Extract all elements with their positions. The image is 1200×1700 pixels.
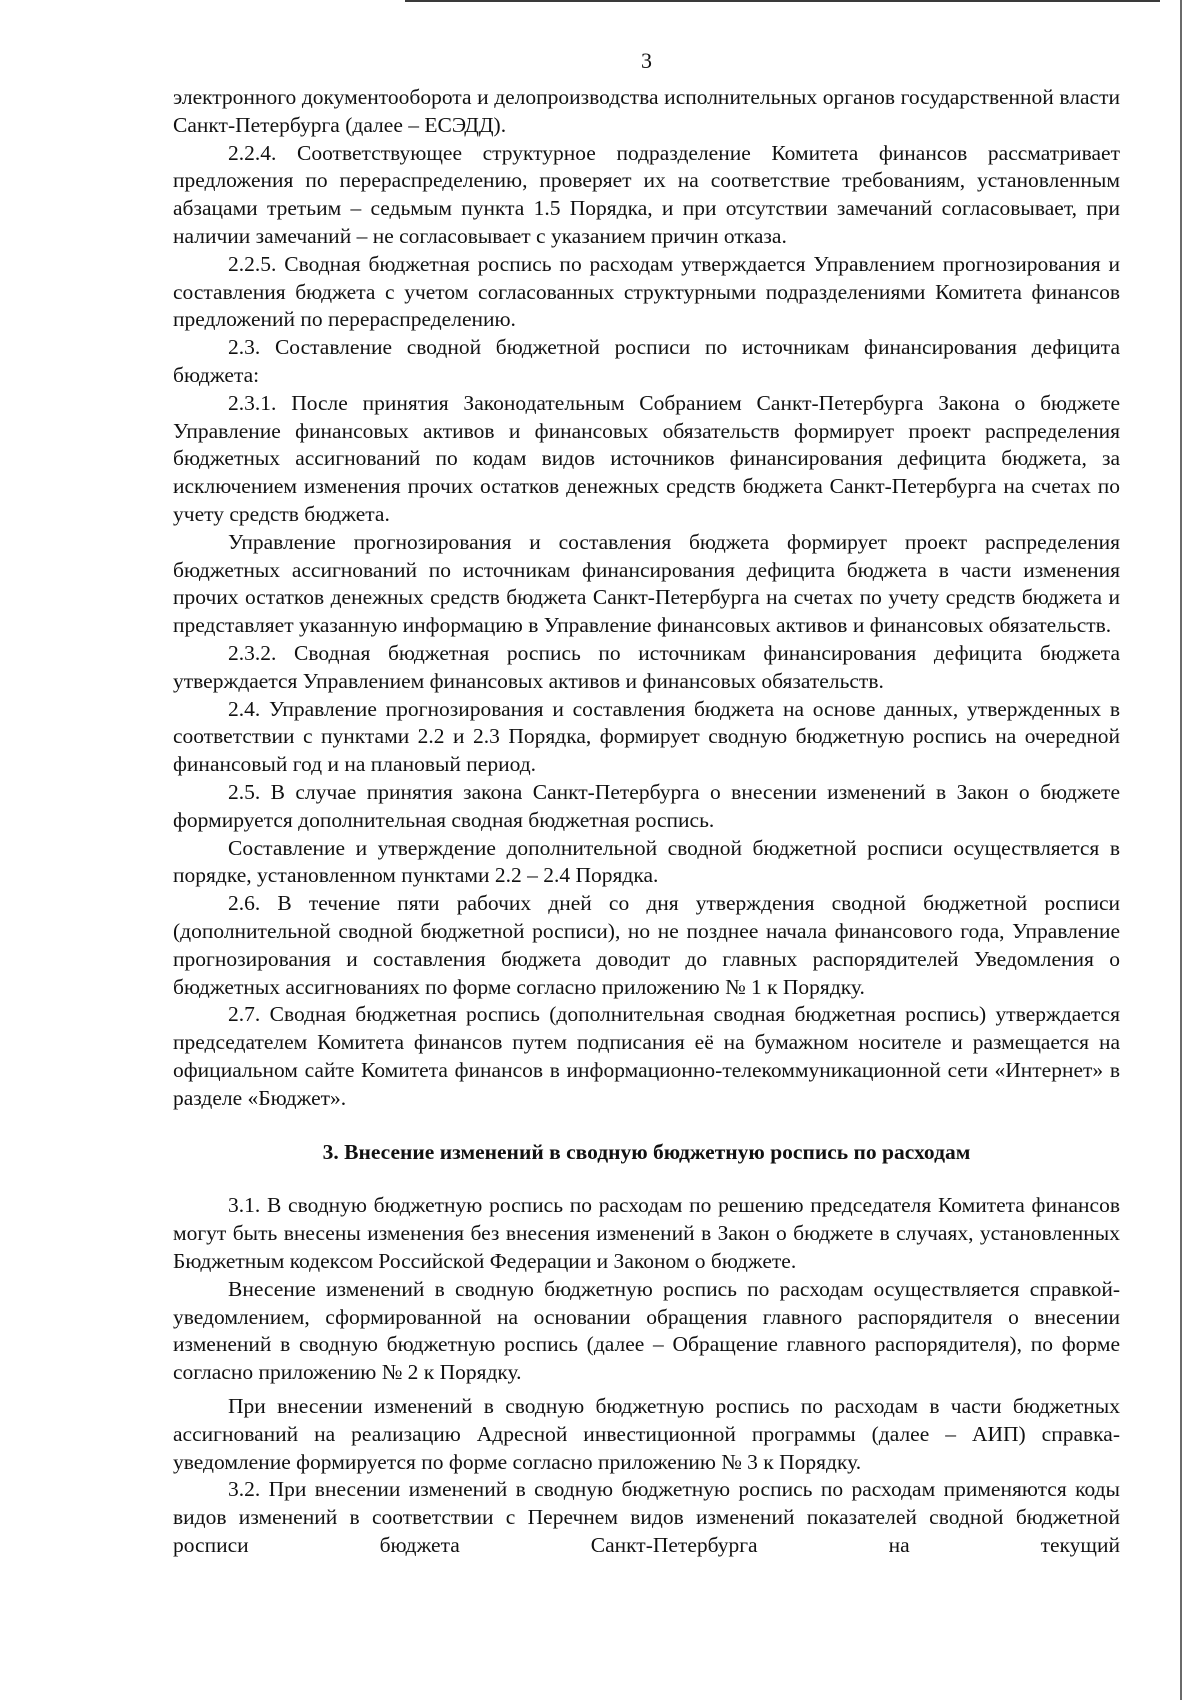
paragraph-2-4: 2.4. Управление прогнозирования и составления бюджета на основе данных, утвержденных в соответствии с пунктами 2.2 и 2.3 Порядка, формирует сводную бюджетную роспись на очередной финансовый год и на плановый период. xyxy=(173,696,1120,777)
paragraph-2-2-5: 2.2.5. Сводная бюджетная роспись по расходам утверждается Управлением прогнозирования и составления бюджета с учетом согласованных структурными подразделениями Комитета финансов предложений по перераспределению. xyxy=(173,251,1120,332)
section-heading: 3. Внесение изменений в сводную бюджетную роспись по расходам xyxy=(322,1140,971,1165)
paragraph-3-1-c: При внесении изменений в сводную бюджетную роспись по расходам в части бюджетных ассигнований на реализацию Адресной инвестиционной программы (далее – АИП) справка-уведомление формируется по форме согласно приложению № 3 к Порядку. xyxy=(173,1394,1120,1474)
scan-edge-top xyxy=(405,0,1160,2)
paragraph-2-3-2: 2.3.2. Сводная бюджетная роспись по источникам финансирования дефицита бюджета утверждается Управлением финансовых активов и финансовых обязательств. xyxy=(173,640,1120,693)
paragraph-2-5-b: Составление и утверждение дополнительной сводной бюджетной росписи осуществляется в порядке, установленном пунктами 2.2 – 2.4 Порядка. xyxy=(173,835,1120,888)
paragraphs-before xyxy=(173,84,1120,1112)
paragraph-3-1: 3.1. В сводную бюджетную роспись по расходам по решению председателя Комитета финансов могут быть внесены изменения без внесения изменений в Закон о бюджете в случаях, установленных Бюджетным кодексом Российской Федерации и Законом о бюджете. xyxy=(173,1193,1120,1274)
paragraph-2-3-1-b: Управление прогнозирования и составления бюджета формирует проект распределения бюджетных ассигнований по источникам финансирования дефицита бюджета в части изменения прочих остатков денежных средств бюджета Санкт-Петербурга на счетах по учету средств бюджета и представляет указанную информацию в Управление финансовых активов и финансовых обязательств. xyxy=(173,529,1120,638)
paragraph-2-7: 2.7. Сводная бюджетная роспись (дополнительная сводная бюджетная роспись) утверждается председателем Комитета финансов путем подписания её на бумажном носителе и размещается на официальном сайте Комитета финансов в информационно-телекоммуникационной сети «Интернет» в разделе «Бюджет». xyxy=(173,1002,1120,1110)
paragraphs-after xyxy=(173,1192,1120,1559)
paragraph-2-5: 2.5. В случае принятия закона Санкт-Петербурга о внесении изменений в Закон о бюджете формируется дополнительная сводная бюджетная роспись. xyxy=(173,779,1120,832)
paragraph-2-6: 2.6. В течение пяти рабочих дней со дня утверждения сводной бюджетной росписи (дополнительной сводной бюджетной росписи), но не позднее начала финансового года, Управление прогнозирования и составления бюджета доводит до главных распорядителей Уведомления о бюджетных ассигнованиях по форме согласно приложению № 1 к Порядку. xyxy=(173,891,1120,999)
paragraph-2-2-4: 2.2.4. Соответствующее структурное подразделение Комитета финансов рассматривает предложения по перераспределению, проверяет их на соответствие требованиям, установленным абзацами третьим – седьмым пункта 1.5 Порядка, и при отсутствии замечаний согласовывает, при наличии замечаний – не согласовывает с указанием причин отказа. xyxy=(173,140,1120,248)
scan-edge-right xyxy=(1180,0,1182,1700)
paragraph-3-2: 3.2. При внесении изменений в сводную бюджетную роспись по расходам применяются коды видов изменений в соответствии с Перечнем видов изменений показателей сводной бюджетной росписи бюджета Санкт-Петербурга на текущий xyxy=(173,1477,1120,1558)
page-number: 3 xyxy=(641,48,652,73)
paragraph-2-3-1: 2.3.1. После принятия Законодательным Собранием Санкт-Петербурга Закона о бюджете Управление финансовых активов и финансовых обязательств формирует проект распределения бюджетных ассигнований по кодам видов источников финансирования дефицита бюджета, за исключением изменения прочих остатков денежных средств бюджета Санкт-Петербурга на счетах по учету средств бюджета. xyxy=(173,390,1120,526)
paragraph-continuation: электронного документооборота и делопроизводства исполнительных органов государственной власти Санкт-Петербурга (далее – ЕСЭДД). xyxy=(173,85,1120,137)
paragraph-2-3: 2.3. Составление сводной бюджетной росписи по источникам финансирования дефицита бюджета: xyxy=(173,335,1120,387)
document-page xyxy=(173,46,1120,1560)
paragraph-3-1-b: Внесение изменений в сводную бюджетную роспись по расходам осуществляется справкой-уведомлением, сформированной на основании обращения главного распорядителя о внесении изменений в сводную бюджетную роспись (далее – Обращение главного распорядителя), по форме согласно приложению № 2 к Порядку. xyxy=(173,1276,1120,1385)
